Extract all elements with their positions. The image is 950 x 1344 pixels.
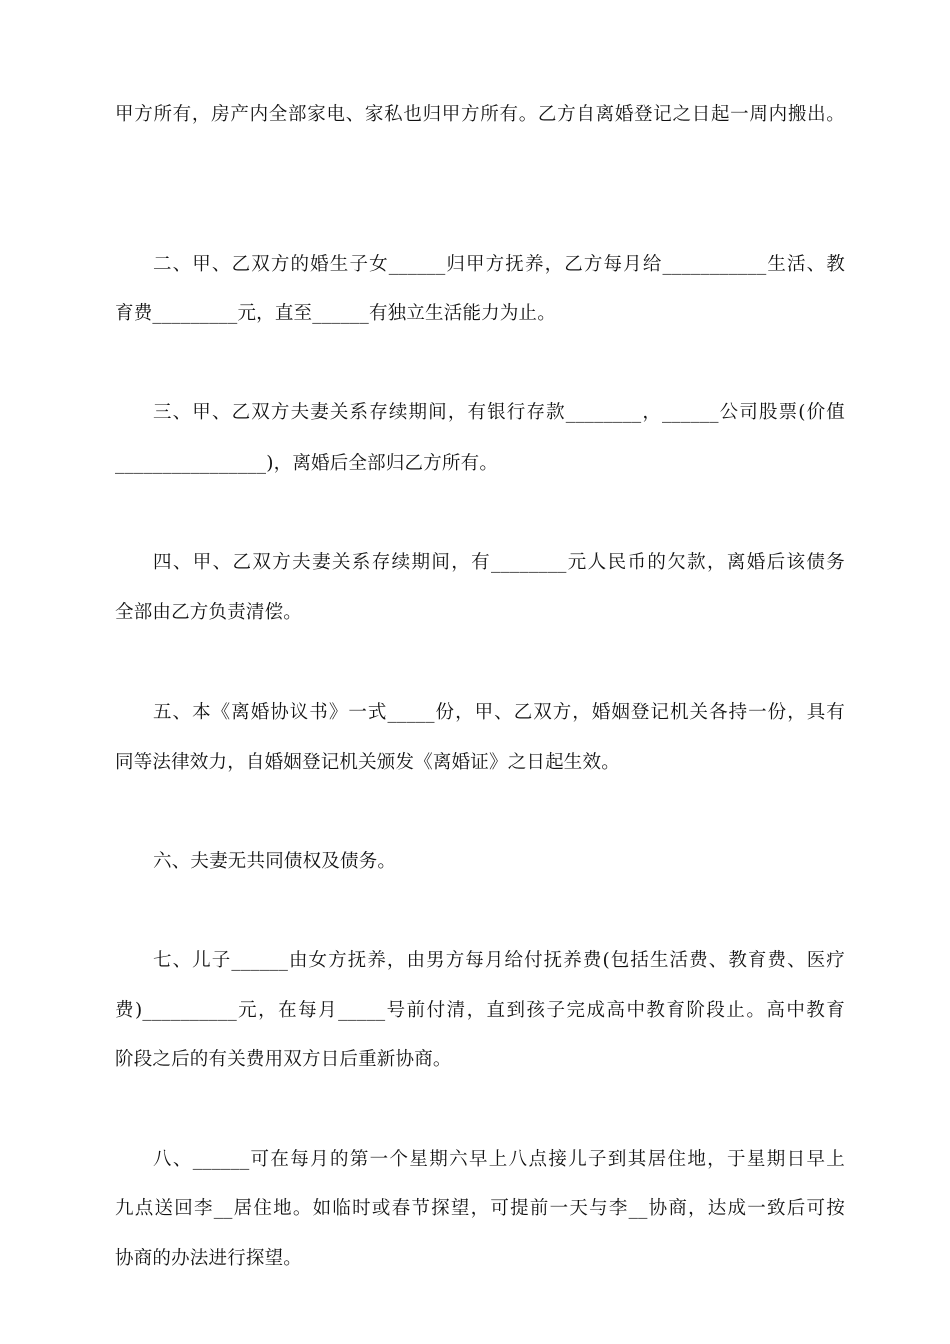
clause-8-line-3: 协商的办法进行探望。: [115, 1248, 303, 1269]
clause-4-line-2: 全部由乙方负责清偿。: [115, 602, 303, 623]
clause-8-line-2: 九点送回李__居住地。如临时或春节探望，可提前一天与李__协商，达成一致后可按: [115, 1198, 845, 1219]
clause-3-line-1: 三、甲、乙双方夫妻关系存续期间，有银行存款________，______公司股票(价值: [153, 402, 845, 423]
clause-8-line-1: 八、______可在每月的第一个星期六早上八点接儿子到其居住地，于星期日早上: [153, 1149, 845, 1170]
clause-2-line-1: 二、甲、乙双方的婚生子女______归甲方抚养，乙方每月给___________生活、教: [153, 254, 845, 275]
clause-7-line-2: 费)__________元，在每月_____号前付清，直到孩子完成高中教育阶段止。高中教育: [115, 1000, 845, 1021]
clause-7-line-3: 阶段之后的有关费用双方日后重新协商。: [115, 1049, 452, 1070]
clause-5-line-1: 五、本《离婚协议书》一式_____份，甲、乙双方，婚姻登记机关各持一份，具有: [153, 702, 845, 723]
clause-7-line-1: 七、儿子______由女方抚养，由男方每月给付抚养费(包括生活费、教育费、医疗: [153, 950, 845, 971]
clause-2-line-2: 育费_________元，直至______有独立生活能力为止。: [115, 303, 556, 324]
clause-5-line-2: 同等法律效力，自婚姻登记机关颁发《离婚证》之日起生效。: [115, 752, 620, 773]
paragraph-1-line-1: 甲方所有，房产内全部家电、家私也归甲方所有。乙方自离婚登记之日起一周内搬出。: [115, 104, 845, 125]
clause-6-line-1: 六、夫妻无共同债权及债务。: [153, 851, 397, 872]
clause-3-line-2: ________________)，离婚后全部归乙方所有。: [115, 453, 499, 474]
clause-4-line-1: 四、甲、乙双方夫妻关系存续期间，有________元人民币的欠款，离婚后该债务: [153, 552, 845, 573]
